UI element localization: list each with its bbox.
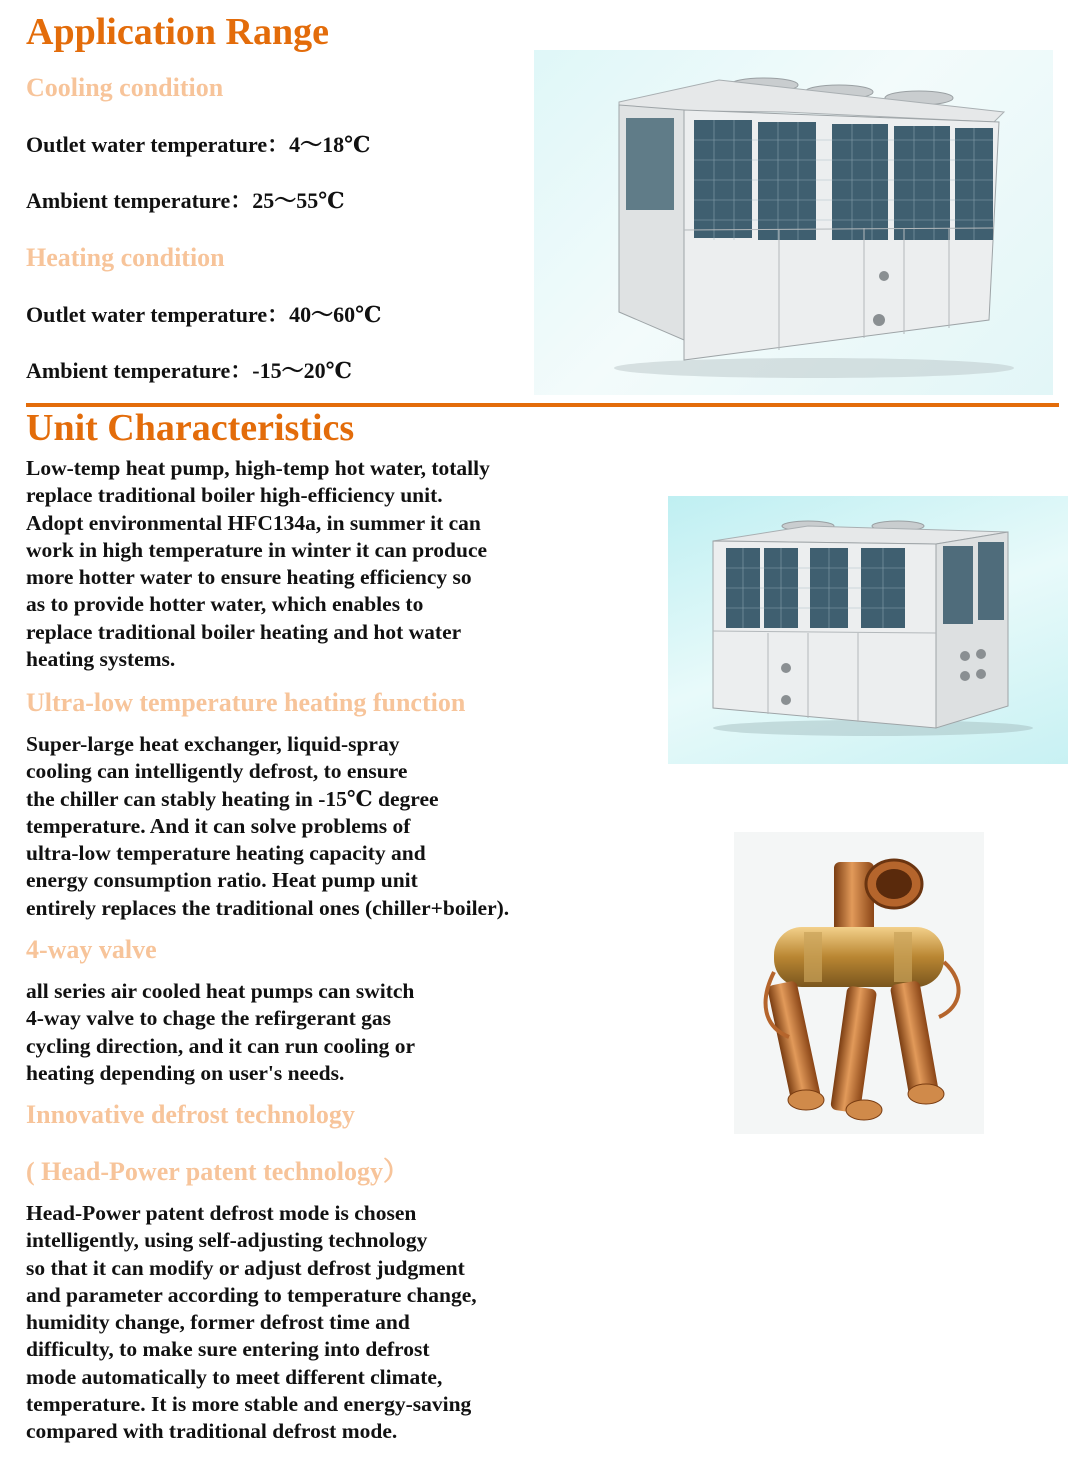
- intro-line: Adopt environmental HFC134a, in summer it can: [26, 510, 481, 535]
- defrost-line: Head-Power patent defrost mode is chosen: [26, 1201, 417, 1225]
- heating-condition-heading: Heating condition: [26, 243, 225, 272]
- chiller-unit-image-2: [668, 496, 1068, 764]
- ultra-low-line: cooling can intelligently defrost, to ensure: [26, 759, 408, 784]
- ultra-low-line: ultra-low temperature heating capacity and: [26, 841, 426, 866]
- valve-line: 4-way valve to chage the refirgerant gas: [26, 1006, 392, 1031]
- intro-line: work in high temperature in winter it can produce: [26, 537, 488, 562]
- four-way-valve-heading: 4-way valve: [26, 935, 157, 964]
- intro-line: as to provide hotter water, which enables to: [26, 592, 424, 617]
- four-way-valve-paragraph: [26, 978, 415, 1087]
- intro-line: heating systems.: [26, 647, 176, 672]
- defrost-subheading: ( Head-Power patent technology）: [26, 1157, 409, 1186]
- defrost-line: and parameter according to temperature change,: [26, 1282, 477, 1307]
- chiller-unit-image-1: [534, 50, 1053, 395]
- valve-line: all series air cooled heat pumps can switch: [26, 979, 415, 1003]
- intro-line: more hotter water to ensure heating efficiency so: [26, 565, 472, 590]
- valve-line: cycling direction, and it can run cooling or: [26, 1033, 415, 1058]
- ultra-low-heading: Ultra-low temperature heating function: [26, 688, 466, 717]
- defrost-line: humidity change, former defrost time and: [26, 1310, 410, 1335]
- ultra-low-line: energy consumption ratio. Heat pump unit: [26, 868, 418, 893]
- defrost-line: compared with traditional defrost mode.: [26, 1419, 398, 1444]
- ultra-low-line: the chiller can stably heating in -15℃ degree: [26, 786, 439, 811]
- application-range-title: Application Range: [26, 11, 329, 53]
- valve-line: heating depending on user's needs.: [26, 1060, 345, 1085]
- defrost-line: difficulty, to make sure entering into defrost: [26, 1337, 430, 1362]
- defrost-line: mode automatically to meet different climate,: [26, 1364, 443, 1389]
- heating-ambient-temp: Ambient temperature：-15～20℃: [26, 358, 352, 383]
- intro-line: Low-temp heat pump, high-temp hot water, totally: [26, 456, 490, 480]
- unit-characteristics-title: Unit Characteristics: [26, 407, 355, 449]
- defrost-line: intelligently, using self-adjusting technology: [26, 1228, 428, 1253]
- ultra-low-line: entirely replaces the traditional ones (chiller+boiler).: [26, 895, 510, 920]
- cooling-outlet-water-temp: Outlet water temperature：4～18℃: [26, 132, 371, 157]
- defrost-line: temperature. It is more stable and energy-saving: [26, 1392, 472, 1417]
- unit-intro-paragraph: [26, 455, 490, 673]
- intro-line: replace traditional boiler heating and hot water: [26, 619, 462, 644]
- defrost-paragraph: [26, 1200, 477, 1446]
- four-way-valve-image: [734, 832, 984, 1134]
- ultra-low-line: temperature. And it can solve problems of: [26, 813, 411, 838]
- ultra-low-paragraph: [26, 731, 509, 922]
- heating-outlet-water-temp: Outlet water temperature：40～60℃: [26, 302, 382, 327]
- ultra-low-line: Super-large heat exchanger, liquid-spray: [26, 732, 400, 756]
- intro-line: replace traditional boiler high-efficiency unit.: [26, 483, 443, 508]
- defrost-line: so that it can modify or adjust defrost judgment: [26, 1255, 465, 1280]
- cooling-ambient-temp: Ambient temperature：25～55℃: [26, 188, 345, 213]
- cooling-condition-heading: Cooling condition: [26, 73, 224, 102]
- defrost-heading: Innovative defrost technology: [26, 1100, 355, 1129]
